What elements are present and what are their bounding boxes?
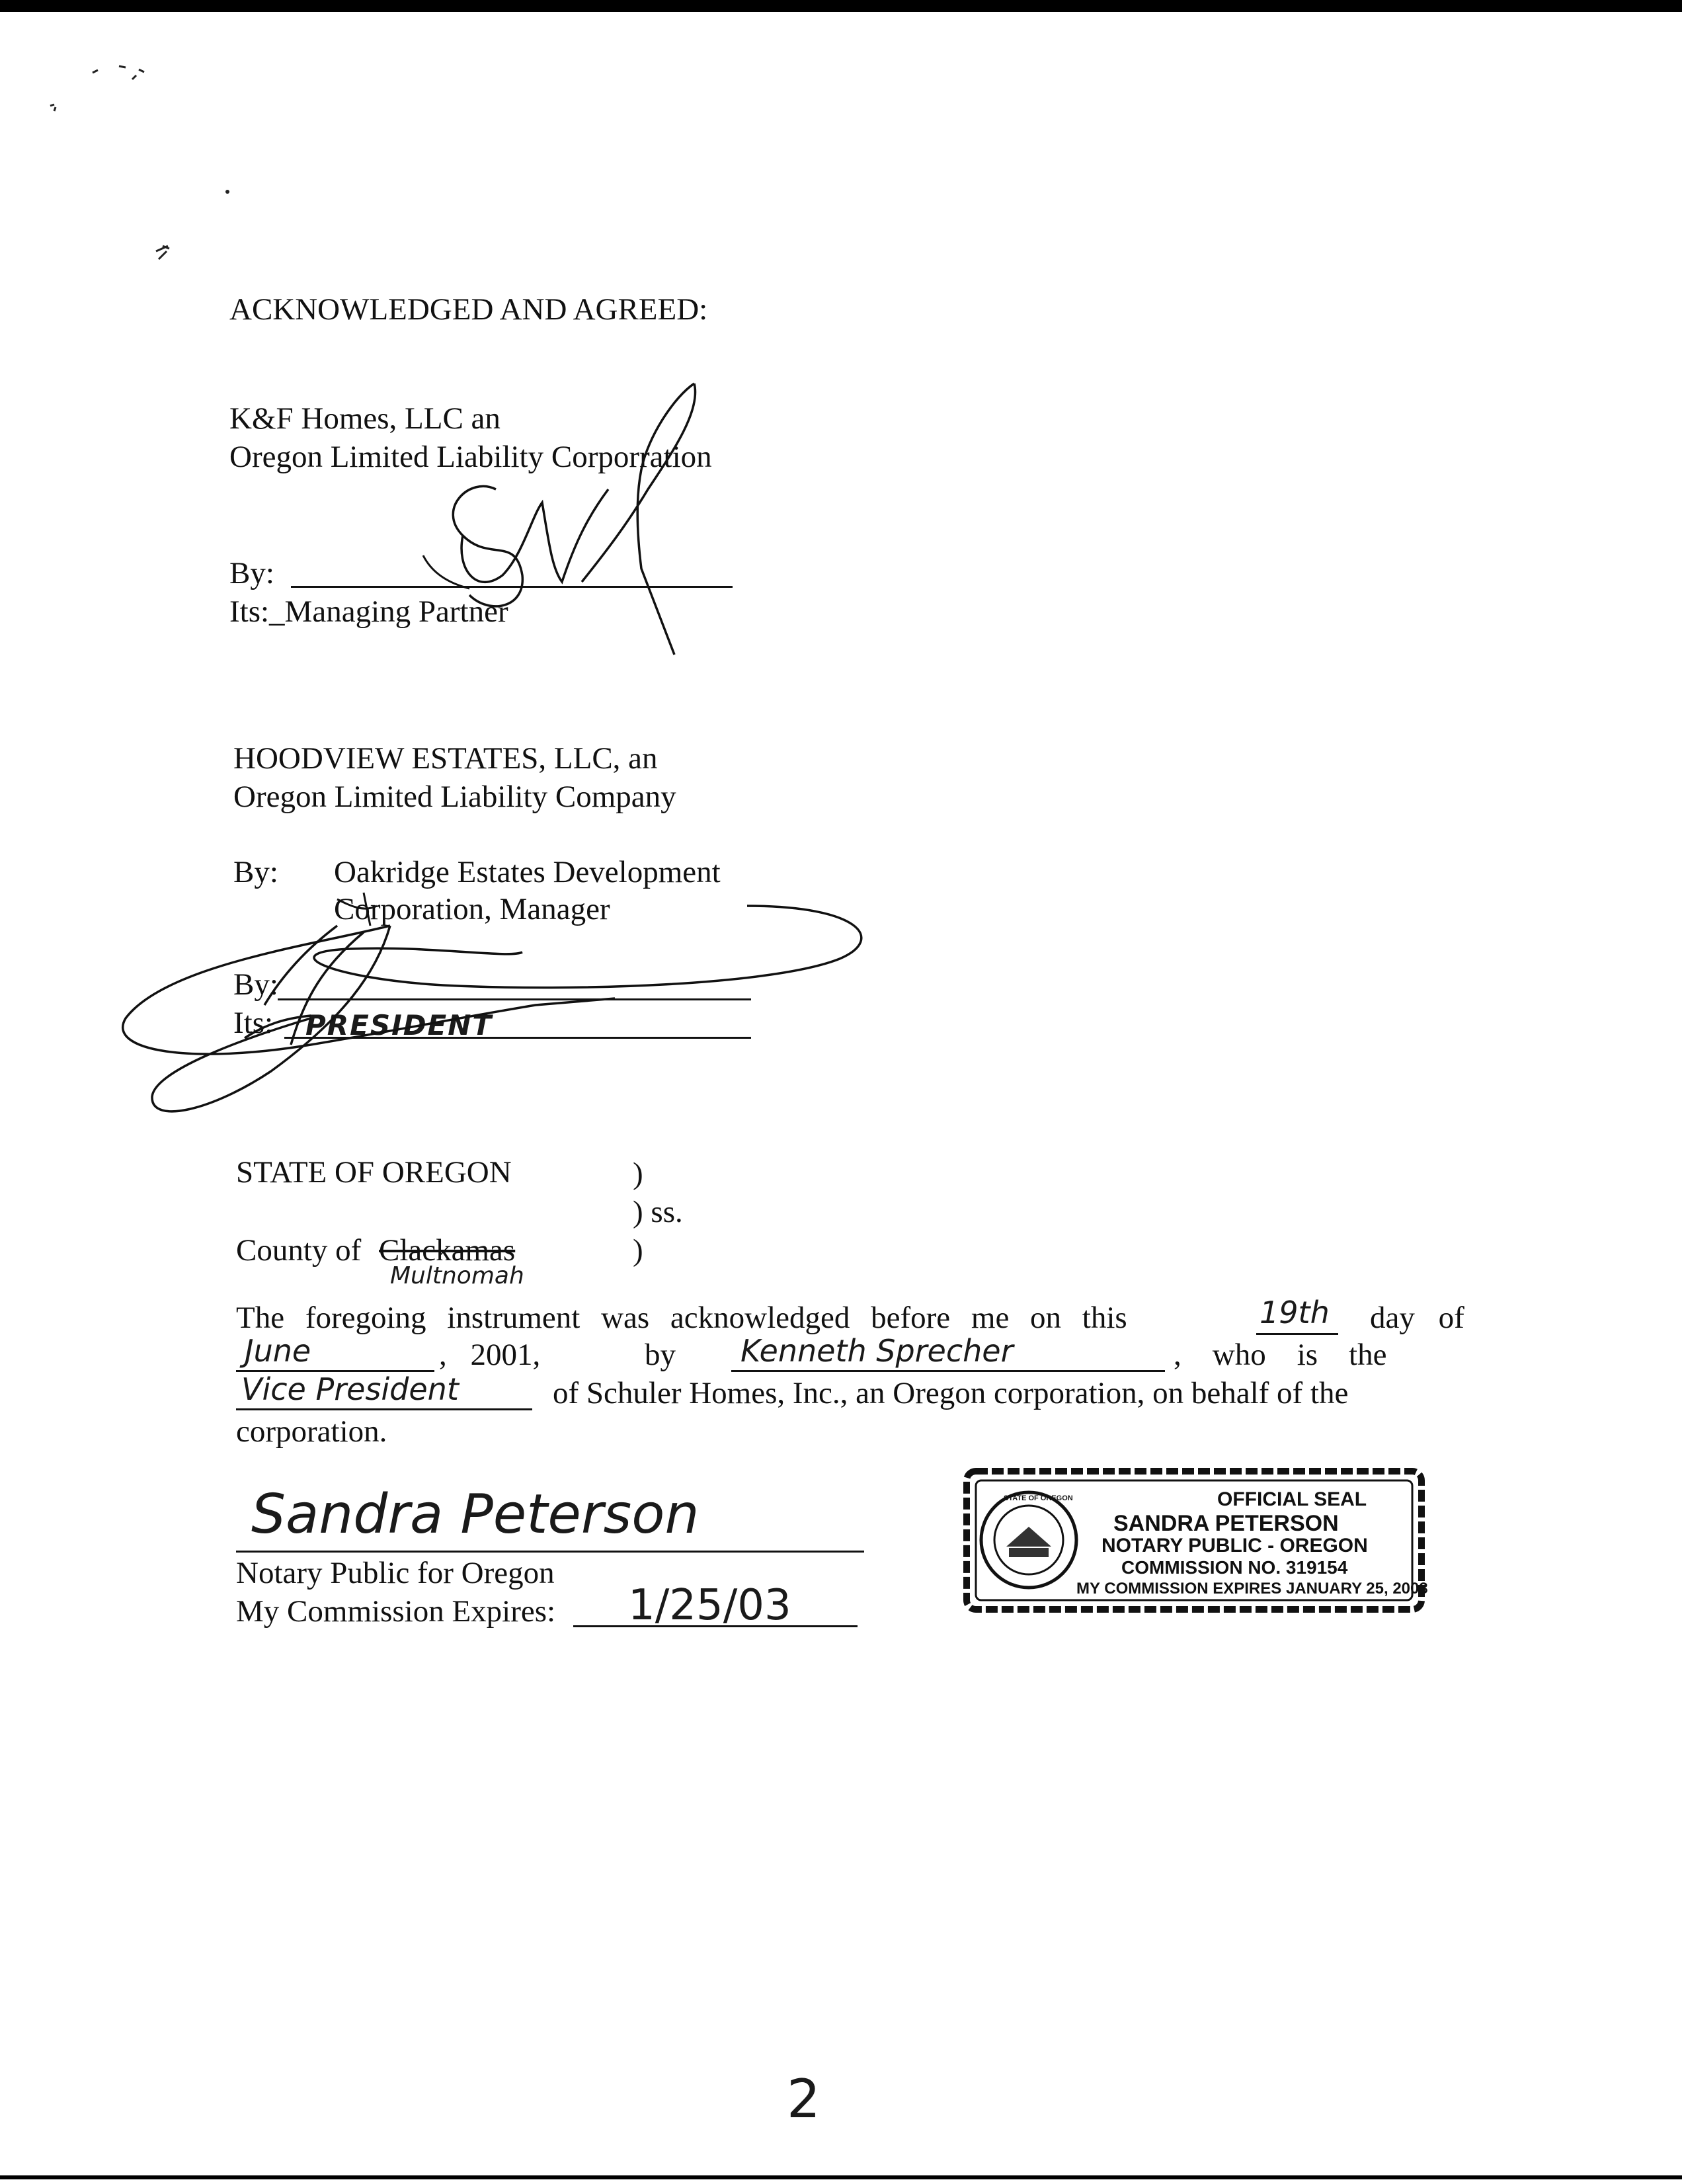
party2-name-line2: Oregon Limited Liability Company xyxy=(233,780,676,814)
venue-ss: ) ss. xyxy=(633,1195,683,1229)
scan-bottom-edge xyxy=(0,2175,1682,2179)
ack-who-is-the: , who is the xyxy=(1174,1338,1387,1372)
venue-state: STATE OF OREGON xyxy=(236,1155,512,1190)
venue-paren1: ) xyxy=(633,1156,643,1191)
ack-person-handwritten: Kenneth Sprecher xyxy=(741,1333,1014,1369)
ack-day-line xyxy=(1256,1333,1338,1335)
notary-signature: Sandra Peterson xyxy=(251,1483,700,1546)
ack-line4: corporation. xyxy=(236,1414,387,1449)
ack-day-of: day of xyxy=(1370,1301,1464,1335)
seal-line1: OFFICIAL SEAL xyxy=(1217,1488,1367,1510)
party2-sub-by-label: By: xyxy=(233,967,278,1002)
party1-signature xyxy=(390,370,721,701)
seal-line2: SANDRA PETERSON xyxy=(1113,1511,1339,1536)
ack-year: , 2001, xyxy=(439,1338,541,1372)
venue-county-struck: Clackamas xyxy=(379,1233,516,1268)
seal-emblem-text: STATE OF OREGON xyxy=(1004,1494,1073,1502)
venue-paren3: ) xyxy=(633,1233,643,1268)
notary-signature-line xyxy=(236,1551,864,1553)
ack-title-handwritten: Vice President xyxy=(241,1371,459,1407)
notary-expires-handwritten: 1/25/03 xyxy=(628,1581,791,1630)
seal-line5: MY COMMISSION EXPIRES JANUARY 25, 2003 xyxy=(1076,1580,1428,1598)
venue-county-label: County of xyxy=(236,1233,362,1268)
ack-title-line xyxy=(236,1408,532,1410)
seal-line3: NOTARY PUBLIC - OREGON xyxy=(1101,1535,1368,1557)
party1-its-label: Its:_Managing Partner xyxy=(229,594,508,629)
venue-county-handwritten: Multnomah xyxy=(390,1262,524,1289)
acknowledged-heading: ACKNOWLEDGED AND AGREED: xyxy=(229,292,708,327)
ack-by: by xyxy=(645,1338,676,1372)
ack-person-line xyxy=(731,1370,1165,1372)
ack-line1: The foregoing instrument was acknowledged before me on this xyxy=(236,1301,1127,1335)
ack-line3: of Schuler Homes, Inc., an Oregon corporation, on behalf of the xyxy=(553,1376,1349,1410)
party2-title-handwritten: PRESIDENT xyxy=(305,1009,493,1041)
party2-name-line1: HOODVIEW ESTATES, LLC, an xyxy=(233,741,658,776)
seal-line4: COMMISSION NO. 319154 xyxy=(1121,1557,1348,1578)
ack-day-handwritten: 19th xyxy=(1260,1295,1330,1330)
party2-sub-its-label: Its: xyxy=(233,1006,274,1040)
party2-by-label: By: xyxy=(233,855,278,889)
notary-expires-label: My Commission Expires: xyxy=(236,1594,556,1629)
party1-by-label: By: xyxy=(229,556,274,590)
party1-name-line2: Oregon Limited Liability Corporration xyxy=(229,440,712,474)
ack-month-handwritten: June xyxy=(245,1333,311,1369)
party1-name-line1: K&F Homes, LLC an xyxy=(229,401,501,436)
party2-manager-line1: Oakridge Estates Development xyxy=(334,855,721,889)
party2-signature xyxy=(112,886,873,1151)
notary-label: Notary Public for Oregon xyxy=(236,1556,555,1590)
official-seal-stamp xyxy=(963,1467,1428,1613)
scan-speck-marks xyxy=(40,53,238,317)
scan-top-edge xyxy=(0,0,1682,12)
page-mark: 2 xyxy=(787,2068,821,2130)
party2-manager-line2: Corporation, Manager xyxy=(334,892,610,926)
